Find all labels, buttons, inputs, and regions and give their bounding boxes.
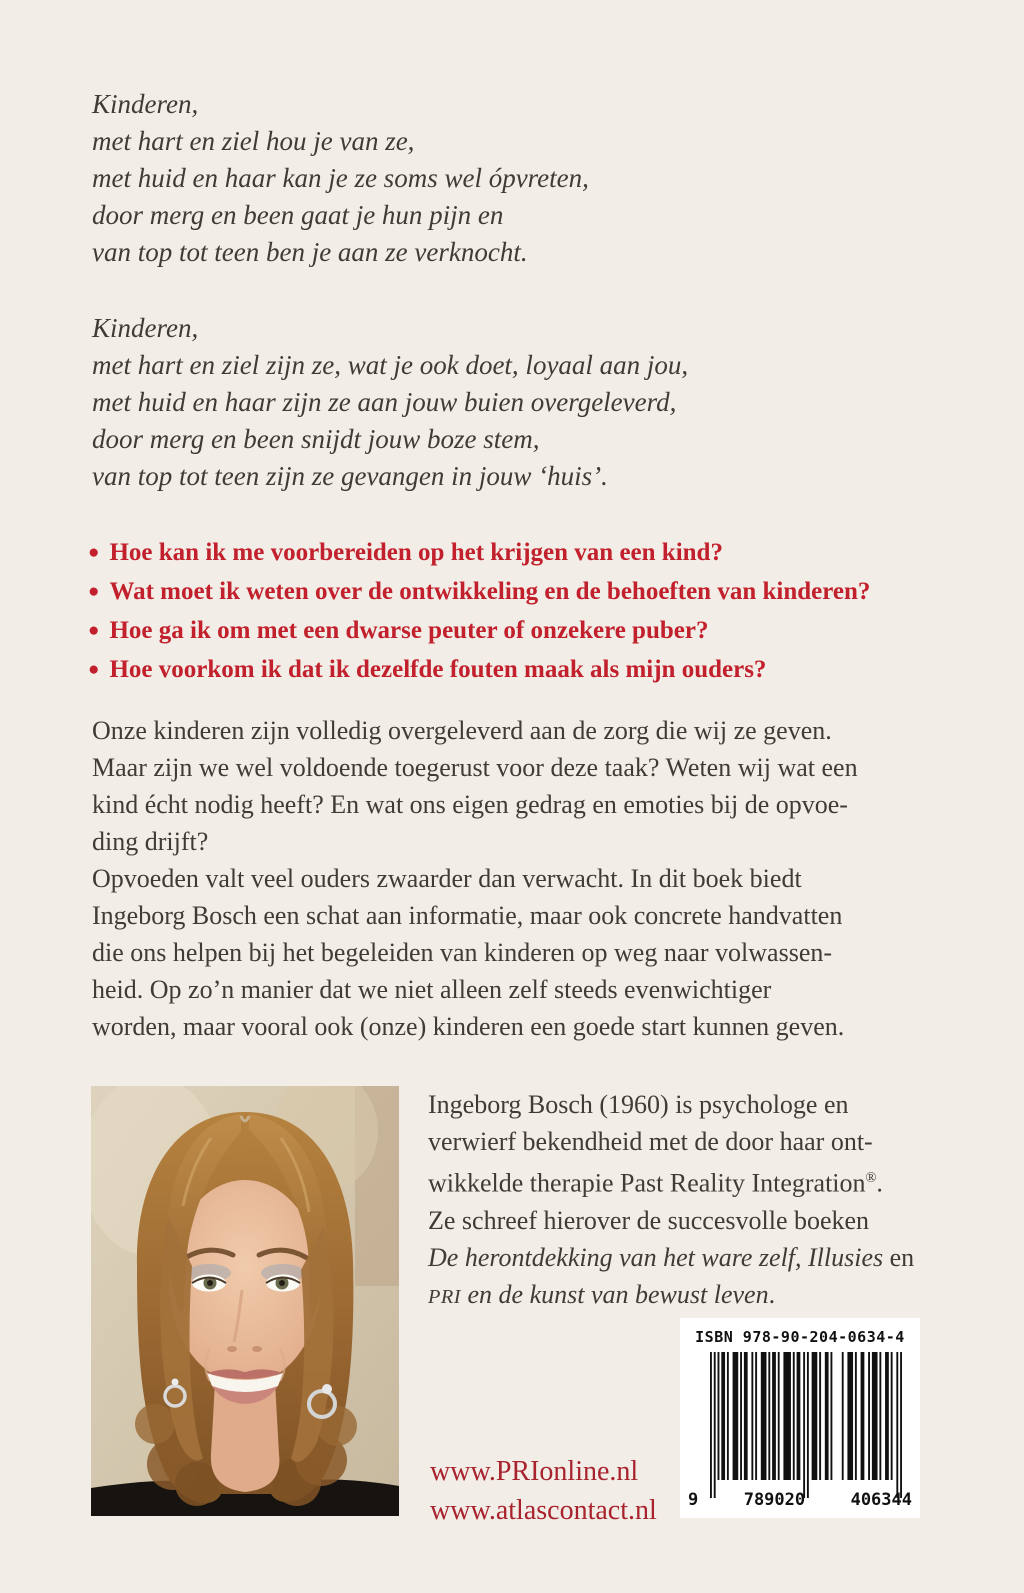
barcode-digit-prefix: 9	[688, 1490, 699, 1510]
bullet-icon: ●	[88, 620, 100, 641]
question-item	[88, 573, 870, 612]
bio-text: en	[883, 1242, 915, 1272]
bio-line	[428, 1239, 914, 1276]
bullet-icon: ●	[88, 542, 100, 563]
poem-line: Kinderen,	[92, 313, 199, 343]
book-title-pri: PRI	[428, 1285, 462, 1308]
question-text: Hoe voorkom ik dat ik dezelfde fouten maak als mijn ouders?	[109, 656, 767, 683]
question-text: Hoe kan ik me voorbereiden op het krijgen van een kind?	[109, 539, 723, 566]
barcode-icon	[710, 1352, 902, 1498]
poem-line: van top tot teen zijn ze gevangen in jouw ‘huis’.	[92, 461, 608, 491]
barcode-digit-group: 406344	[850, 1490, 912, 1510]
barcode-digit-group: 789020	[743, 1490, 806, 1510]
earring-stud	[172, 1379, 179, 1386]
website-atlascontact: www.atlascontact.nl	[430, 1495, 657, 1526]
poem-line: met huid en haar zijn ze aan jouw buien overgeleverd,	[92, 387, 677, 417]
book-title: De herontdekking van het ware zelf, Illusies	[428, 1242, 884, 1272]
bullet-icon: ●	[88, 659, 100, 680]
poem-line: met hart en ziel zijn ze, wat je ook doet, loyaal aan jou,	[92, 350, 689, 380]
bio-line: Ingeborg Bosch (1960) is psychologe en	[428, 1090, 849, 1119]
barcode-digits	[688, 1490, 912, 1510]
author-bio	[428, 1086, 914, 1316]
isbn-barcode-block	[680, 1318, 920, 1518]
poem-line: met hart en ziel hou je van ze,	[92, 126, 415, 156]
registered-trademark-icon: ®	[865, 1170, 877, 1186]
question-item	[88, 651, 870, 690]
pupil	[279, 1280, 285, 1286]
question-bullet-list	[88, 534, 870, 690]
question-text: Wat moet ik weten over de ontwikkeling en de behoeften van kinderen?	[109, 578, 871, 605]
bio-text: .	[876, 1168, 883, 1198]
nostril	[227, 1346, 237, 1352]
pupil	[207, 1280, 213, 1286]
bio-text: .	[768, 1279, 776, 1309]
poem-stanza-2	[92, 310, 688, 495]
bio-text: wikkelde therapie Past Reality Integration	[428, 1168, 866, 1198]
bio-line: verwierf bekendheid met de door haar ont-	[428, 1127, 873, 1156]
bio-line: Ze schreef hierover de succesvolle boeken	[428, 1205, 870, 1235]
poem-line: door merg en been gaat je hun pijn en	[92, 200, 504, 230]
isbn-label: ISBN 978-90-204-0634-4	[695, 1328, 905, 1346]
description-line: Ingeborg Bosch een schat aan informatie, maar ook concrete handvatten	[92, 901, 843, 930]
nostril	[252, 1346, 262, 1352]
poem-line: met huid en haar kan je ze soms wel ópvreten,	[92, 163, 589, 193]
description-line: Onze kinderen zijn volledig overgeleverd aan de zorg die wij ze geven.	[92, 716, 832, 745]
earring-stud	[322, 1384, 332, 1394]
bio-line	[428, 1276, 914, 1316]
question-item	[88, 534, 870, 573]
description-line: heid. Op zo’n manier dat we niet alleen zelf steeds evenwichtiger	[92, 975, 772, 1004]
website-pri-online: www.PRIonline.nl	[430, 1456, 639, 1487]
hair-curl	[135, 1404, 175, 1444]
poem-stanza-1	[92, 86, 589, 271]
description-line: Maar zijn we wel voldoende toegerust voor deze taak? Weten wij wat een	[92, 753, 858, 782]
author-photo	[91, 1086, 399, 1516]
description-line: die ons helpen bij het begeleiden van kinderen op weg naar volwassen-	[92, 938, 833, 967]
bullet-icon: ●	[88, 581, 100, 602]
description-line: worden, maar vooral ook (onze) kinderen een goede start kunnen geven.	[92, 1012, 845, 1041]
book-title: en de kunst van bewust leven	[461, 1279, 769, 1309]
publisher-websites	[430, 1452, 657, 1530]
description-line: Opvoeden valt veel ouders zwaarder dan verwacht. In dit boek biedt	[92, 864, 802, 893]
poem-line: van top tot teen ben je aan ze verknocht.	[92, 237, 528, 267]
poem-line: door merg en been snijdt jouw boze stem,	[92, 424, 540, 454]
portrait-illustration	[91, 1086, 399, 1516]
description-line: kind écht nodig heeft? En wat ons eigen gedrag en emoties bij de opvoe-	[92, 790, 848, 819]
description-line: ding drijft?	[92, 827, 209, 856]
question-item	[88, 612, 870, 651]
bio-line	[428, 1160, 914, 1202]
question-text: Hoe ga ik om met een dwarse peuter of onzekere puber?	[109, 617, 709, 644]
poem-line: Kinderen,	[92, 89, 199, 119]
book-description	[92, 712, 858, 1045]
